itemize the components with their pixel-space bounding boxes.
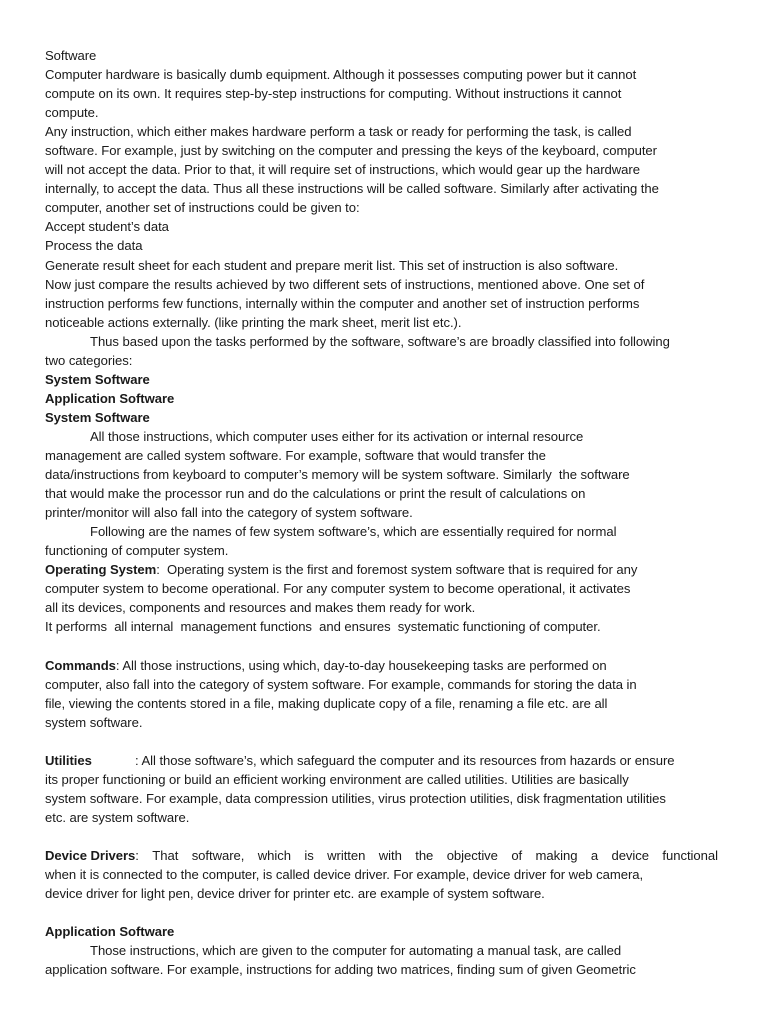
intro-line: will not accept the data. Prior to that, it will require set of instructions, which would gear up the hardware bbox=[45, 162, 640, 178]
spacer bbox=[45, 827, 725, 846]
system-software-heading: System Software bbox=[45, 409, 150, 425]
category-item: Application Software bbox=[45, 390, 175, 406]
commands-line: computer, also fall into the category of system software. For example, commands for storing the data in bbox=[45, 676, 637, 692]
system-software-line: functioning of computer system. bbox=[45, 543, 229, 559]
application-software-para1 bbox=[45, 941, 725, 979]
device-drivers-line: when it is connected to the computer, is called device driver. For example, device driver for web camera, bbox=[45, 867, 644, 883]
commands-line: file, viewing the contents stored in a file, making duplicate copy of a file, renaming a file etc. are all bbox=[45, 695, 608, 711]
spacer bbox=[45, 903, 725, 922]
device-drivers-word: making bbox=[535, 847, 578, 863]
device-drivers-word: of bbox=[511, 847, 523, 863]
category-item: System Software bbox=[45, 371, 150, 387]
operating-system-line: It performs all internal management functions and ensures systematic functioning of computer. bbox=[45, 619, 601, 635]
utilities-line: etc. are system software. bbox=[45, 809, 190, 825]
device-drivers-term: Device Drivers bbox=[45, 847, 136, 863]
intro-line: noticeable actions externally. (like printing the mark sheet, merit list etc.). bbox=[45, 314, 462, 330]
device-drivers-word: functional bbox=[662, 847, 718, 863]
utilities-line: system software. For example, data compression utilities, virus protection utilities, disk fragmentation utilities bbox=[45, 790, 666, 806]
commands-first-text: : All those instructions, using which, day-to-day housekeeping tasks are performed on bbox=[115, 657, 607, 673]
application-software-heading: Application Software bbox=[45, 924, 175, 940]
device-drivers-lead bbox=[45, 846, 139, 865]
intro-line: software. For example, just by switching on the computer and pressing the keys of the keyboard, computer bbox=[45, 143, 657, 159]
intro-paragraph bbox=[45, 65, 725, 332]
system-software-para1 bbox=[45, 427, 725, 522]
device-drivers-word: : bbox=[135, 847, 139, 863]
document-title: Software bbox=[45, 48, 97, 63]
categories-intro-line: Thus based upon the tasks performed by the software, software’s are broadly classified into following bbox=[90, 333, 670, 349]
categories-intro-line: two categories: bbox=[45, 352, 133, 368]
intro-line: Computer hardware is basically dumb equipment. Although it possesses computing power but it cannot bbox=[45, 67, 637, 83]
utilities-line: its proper functioning or build an efficient working environment are called utilities. Utilities are basically bbox=[45, 771, 629, 787]
categories-list bbox=[45, 370, 725, 408]
device-drivers-word: with bbox=[378, 847, 402, 863]
intro-line: internally, to accept the data. Thus all these instructions will be called software. Similarly after activating the bbox=[45, 181, 659, 197]
intro-line: compute on its own. It requires step-by-step instructions for computing. Without instructions it cannot bbox=[45, 86, 622, 102]
categories-intro bbox=[45, 332, 725, 370]
operating-system-first-line bbox=[45, 560, 725, 579]
device-drivers-word: device bbox=[611, 847, 650, 863]
system-software-line: data/instructions from keyboard to computer’s memory will be system software. Similarly the software bbox=[45, 467, 630, 483]
application-software-line: Those instructions, which are given to the computer for automating a manual task, are called bbox=[90, 943, 622, 959]
device-drivers-word: the bbox=[415, 847, 434, 863]
intro-line: compute. bbox=[45, 105, 99, 121]
intro-line: computer, another set of instructions could be given to: bbox=[45, 200, 360, 216]
application-software-line: application software. For example, instructions for adding two matrices, finding sum of given Geometric bbox=[45, 962, 636, 978]
device-drivers-word: software, bbox=[191, 847, 245, 863]
device-drivers-word: objective bbox=[446, 847, 498, 863]
device-drivers-word: is bbox=[304, 847, 314, 863]
spacer bbox=[45, 732, 725, 751]
utilities-first-text: : All those software’s, which safeguard the computer and its resources from hazards or ensure bbox=[135, 752, 675, 768]
operating-system-line: computer system to become operational. For any computer system to become operational, it activates bbox=[45, 581, 631, 597]
device-drivers-word: which bbox=[257, 847, 291, 863]
intro-line: Now just compare the results achieved by two different sets of instructions, mentioned above. One set of bbox=[45, 276, 645, 292]
device-drivers-word: written bbox=[327, 847, 366, 863]
device-drivers-line: device driver for light pen, device driver for printer etc. are example of system software. bbox=[45, 886, 545, 902]
operating-system-term: Operating System bbox=[45, 562, 157, 578]
utilities-term: Utilities bbox=[45, 752, 92, 768]
system-software-line: All those instructions, which computer uses either for its activation or internal resource bbox=[90, 428, 584, 444]
operating-system-body bbox=[45, 579, 725, 636]
commands-term: Commands bbox=[45, 657, 116, 673]
utilities-body bbox=[45, 770, 725, 827]
device-drivers-word: a bbox=[590, 847, 599, 863]
operating-system-first-text: : Operating system is the first and foremost system software that is required for any bbox=[156, 562, 638, 578]
system-software-line: that would make the processor run and do the calculations or print the result of calculations on bbox=[45, 486, 586, 502]
intro-line: Any instruction, which either makes hardware perform a task or ready for performing the task, is called bbox=[45, 124, 632, 140]
commands-body bbox=[45, 675, 725, 732]
commands-first-line bbox=[45, 656, 725, 675]
document-page bbox=[45, 46, 725, 979]
utilities-first-line bbox=[45, 751, 725, 770]
system-software-line: Following are the names of few system software’s, which are essentially required for normal bbox=[90, 524, 617, 540]
device-drivers-first-line bbox=[45, 846, 718, 865]
system-software-line: management are called system software. For example, software that would transfer the bbox=[45, 447, 546, 463]
spacer bbox=[45, 636, 725, 655]
intro-line: Generate result sheet for each student and prepare merit list. This set of instruction is also software. bbox=[45, 257, 619, 273]
intro-line: Process the data bbox=[45, 238, 143, 254]
commands-line: system software. bbox=[45, 714, 143, 730]
intro-line: Accept student’s data bbox=[45, 219, 169, 235]
device-drivers-word: That bbox=[152, 847, 179, 863]
operating-system-line: all its devices, components and resources and makes them ready for work. bbox=[45, 600, 476, 616]
device-drivers-body bbox=[45, 865, 725, 903]
system-software-line: printer/monitor will also fall into the category of system software. bbox=[45, 505, 413, 521]
system-software-para2 bbox=[45, 522, 725, 560]
intro-line: instruction performs few functions, internally within the computer and another set of instruction performs bbox=[45, 295, 640, 311]
